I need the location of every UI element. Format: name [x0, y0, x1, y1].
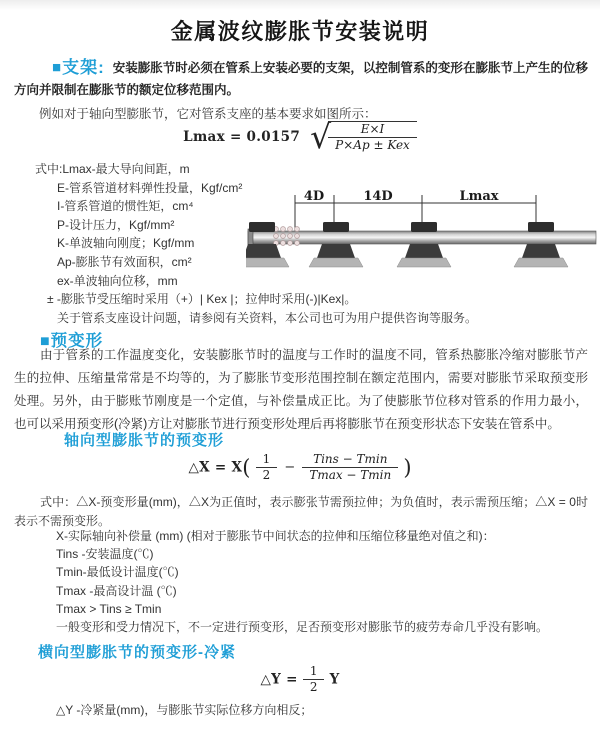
dimension-label-4d: 4D — [303, 189, 325, 204]
axial-preform-heading: 轴向型膨胀节的预变形 — [64, 432, 225, 449]
support-example-text: 例如对于轴向型膨胀节，它对管系支座的基本要求如图所示： — [39, 107, 377, 121]
fraction-denominator: Tmax − Tmin — [302, 467, 398, 483]
formula-lmax-numerator: E×I — [360, 122, 385, 136]
fraction-numerator: 1 — [309, 664, 318, 678]
pipe-support-icon — [514, 222, 568, 267]
fraction-numerator: Tins − Tmin — [313, 452, 388, 466]
definition-line: E-管系管道材料弹性投量，Kgf/cm² — [57, 180, 243, 195]
formula-dx-half-fraction — [256, 452, 278, 483]
formula-dx-temp-fraction — [302, 452, 398, 483]
left-paren: ( — [242, 455, 251, 480]
parameter-line: Tmax > Tins ≥ Tmin — [56, 601, 162, 616]
formula-lmax — [0, 117, 600, 157]
formula-delta-y — [0, 664, 600, 695]
page-title: 金属波纹膨胀节安装说明 — [170, 19, 430, 44]
formula-delta-x — [0, 452, 600, 483]
support-section-heading: 支架: — [62, 58, 105, 77]
pipe-support-icon — [397, 222, 451, 267]
formula-dy-lhs: △Y = — [260, 671, 298, 688]
cold-tightening-note: △Y -冷紧量(mm)，与膨胀节实际位移方向相反； — [56, 703, 313, 717]
parameter-line: Tmax -最高设计温 (℃) — [56, 583, 177, 598]
minus-operator: − — [284, 460, 296, 475]
fraction-numerator: 1 — [262, 452, 271, 466]
definition-line: ex-单波轴向位移，mm — [57, 273, 178, 288]
preform-paragraph: 由于管系的工作温度变化，安装膨胀节时的温度与工作时的温度不同，管系热膨胀冷缩对膨胀节产生的拉伸、压缩量常常是不均等的，为了膨胀节变形范围控制在额定范围内，需要对膨胀节采取预变形处理。另外，由于膨账节刚度是一个定值，与补偿量成正比。为了使膨胀节位移对管系的作用力最小，也可以采用预变形(冷紧)方让对膨胀节进行预变形处理后再将膨胀节在预变形状态下安装在管系中。 — [14, 348, 588, 431]
dimension-label-lmax: Lmax — [459, 189, 499, 204]
definition-line: Ap-膨胀节有效面积，cm² — [57, 254, 192, 269]
dimension-label-14d: 14D — [363, 189, 393, 204]
definition-line: I-管系管道的惯性矩，cm⁴ — [57, 199, 194, 214]
fraction-denominator: 2 — [256, 467, 278, 483]
definition-line: P-设计压力，Kgf/mm² — [57, 217, 175, 232]
formula-dy-rhs: Y — [329, 671, 340, 688]
formula-lmax-fraction — [328, 121, 417, 153]
parameter-line: Tins -安装温度(℃) — [56, 547, 154, 562]
formula-dx-explanation: 式中：△X-预变形量(mm)，△X为正值时，表示膨张节需预拉伸；为负值时，表示需预压缩；△X = 0时表示不需预变形。 — [14, 495, 588, 528]
support-section — [14, 57, 588, 125]
general-deform-note: 一般变形和受力情况下，不一定进行预变形，足否预变形对膨胀节的疲劳寿命几乎没有影响。 — [56, 620, 549, 635]
axial-parameter-list — [56, 527, 590, 636]
formula-dy-fraction — [303, 664, 325, 695]
pipe-support-diagram — [246, 189, 598, 289]
formula-dx-lhs: △X = X — [188, 459, 243, 476]
definition-line-plus-minus: ± -膨胀节受压缩时采用（+）| Kex |；拉伸时采用(-)|Kex|。 — [47, 292, 357, 307]
pipe-support-icon — [309, 222, 363, 267]
preform-heading-label: 预变形 — [50, 332, 104, 350]
lateral-preform-heading: 横向型膨胀节的预变形-冷紧 — [38, 644, 236, 661]
fraction-denominator: 2 — [303, 679, 325, 695]
formula-lmax-denominator: P×Ap ± Kex — [328, 137, 417, 153]
definition-line: K-单波轴向刚度；Kgf/mm — [57, 236, 195, 251]
section-square-icon: ■ — [52, 59, 62, 76]
parameter-line: X-实际轴向补偿量 (mm) (相对于膨胀节中间状态的拉伸和压缩位移量绝对值之和)： — [56, 529, 495, 543]
consultation-note: 关于管系支座设计问题，请参阅有关资料，本公司也可为用户提供咨询等服务。 — [57, 310, 478, 325]
sqrt-icon: √ — [310, 117, 332, 157]
section-square-icon: ■ — [40, 333, 50, 350]
formula-lmax-lhs: Lmax = 0.0157 — [183, 129, 301, 145]
parameter-line: Tmin-最低设计温度(℃) — [56, 565, 179, 580]
support-intro-paragraph — [14, 57, 588, 101]
right-paren: ) — [403, 455, 412, 480]
support-intro-text: 安装膨胀节时必须在管系上安装必要的支架，以控制管系的变形在膨胀节上产生的位移方向并限制在膨胀节的额定位移范围内。 — [14, 61, 588, 97]
definition-line: 式中:Lmax-最大导向间距，m — [35, 162, 190, 176]
